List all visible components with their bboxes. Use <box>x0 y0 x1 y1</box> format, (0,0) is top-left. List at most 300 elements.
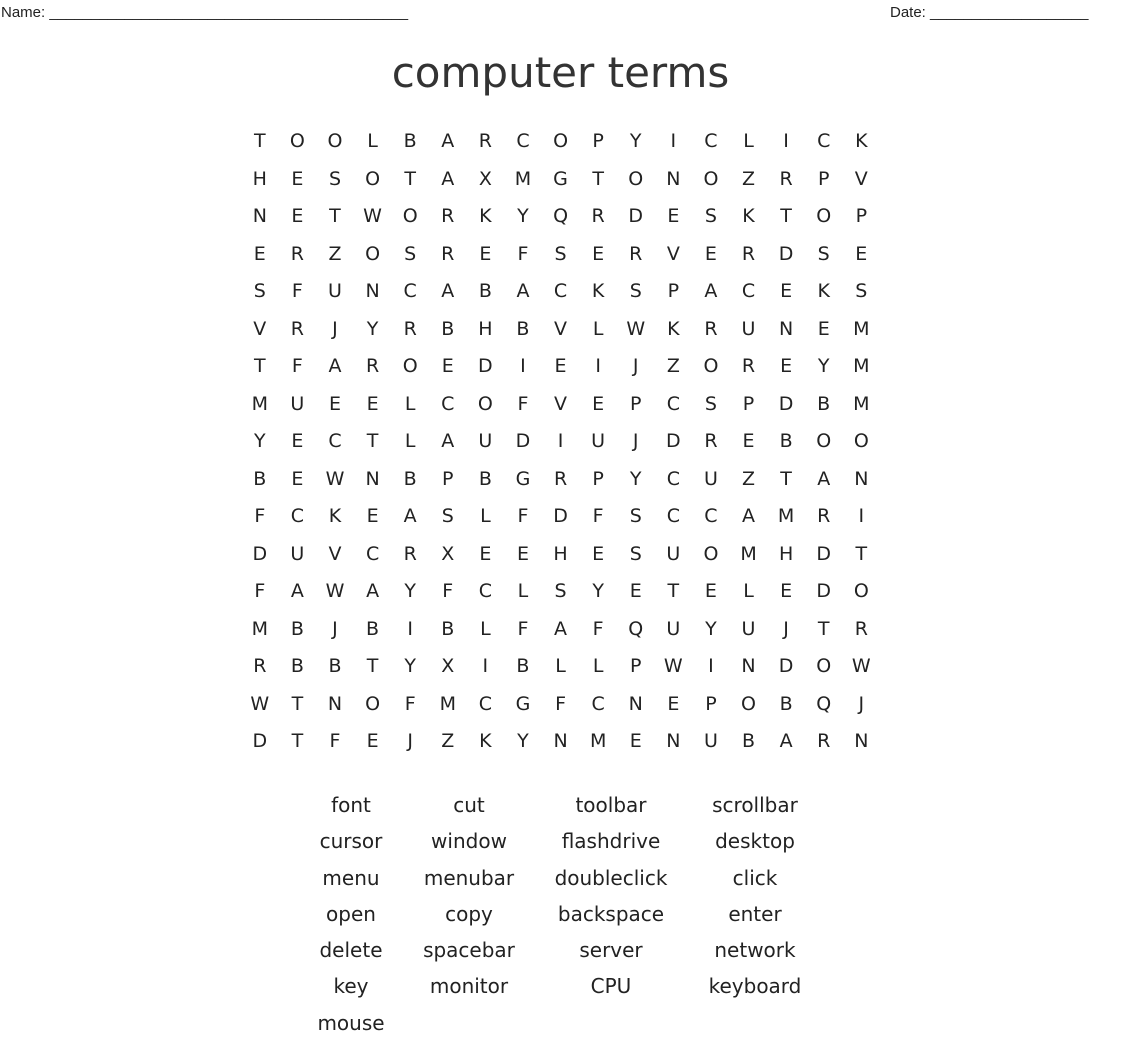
word-list-item: copy <box>445 901 493 926</box>
grid-cell: I <box>520 355 526 377</box>
word-list-item: doubleclick <box>554 865 668 890</box>
grid-cell: P <box>442 467 454 490</box>
grid-cell: F <box>404 692 416 715</box>
grid-cell: D <box>252 542 268 565</box>
grid-cell: G <box>515 692 531 715</box>
word-list-item: spacebar <box>423 938 515 963</box>
date-field: Date: ___________________ <box>890 4 1089 21</box>
grid-cell: L <box>592 655 604 677</box>
grid-cell: D <box>778 392 794 415</box>
grid-cell: N <box>553 730 568 752</box>
grid-cell: V <box>666 242 680 265</box>
grid-cell: Y <box>366 317 379 340</box>
grid-cell: K <box>855 130 868 152</box>
grid-cell: O <box>816 430 832 452</box>
word-list-item: key <box>333 974 369 999</box>
grid-cell: N <box>628 692 643 715</box>
grid-cell: T <box>667 580 680 602</box>
word-list-item: monitor <box>429 974 509 999</box>
word-list-item: delete <box>319 938 383 963</box>
grid-cell: C <box>666 467 680 490</box>
grid-cell: H <box>252 167 267 190</box>
word-list-item: CPU <box>590 974 632 999</box>
grid-row <box>241 348 881 386</box>
grid-cell: E <box>479 242 492 265</box>
grid-cell: E <box>366 730 379 752</box>
grid-cell: S <box>253 280 266 302</box>
grid-cell: K <box>817 280 830 302</box>
word-list-item: click <box>732 865 778 890</box>
grid-cell: R <box>253 655 267 677</box>
grid-cell: S <box>328 167 342 190</box>
grid-cell: U <box>666 542 681 565</box>
grid-cell: D <box>515 430 531 452</box>
grid-cell: F <box>254 505 266 527</box>
word-list-item: flashdrive <box>561 829 661 854</box>
grid-cell: E <box>366 505 379 527</box>
grid-cell: O <box>365 242 381 265</box>
grid-cell: T <box>329 205 341 227</box>
grid-cell: M <box>853 317 870 340</box>
grid-cell: L <box>517 580 529 602</box>
grid-cell: E <box>441 355 454 377</box>
grid-cell: E <box>629 580 642 602</box>
grid-cell: S <box>629 542 642 565</box>
grid-cell: Y <box>629 467 642 490</box>
grid-cell: Q <box>553 205 569 227</box>
grid-cell: C <box>704 130 718 152</box>
grid-cell: T <box>855 542 868 565</box>
grid-cell: L <box>404 430 416 452</box>
grid-cell: R <box>817 730 831 752</box>
grid-cell: F <box>329 730 341 752</box>
grid-cell: E <box>554 355 567 377</box>
grid-cell: Y <box>253 430 266 452</box>
grid-cell: N <box>854 730 869 752</box>
grid-cell: T <box>592 167 604 190</box>
grid-cell: E <box>592 542 605 565</box>
grid-cell: Z <box>441 730 455 752</box>
grid-cell: O <box>816 205 832 227</box>
word-list-item: open <box>326 901 376 926</box>
grid-cell: U <box>741 317 756 340</box>
grid-cell: M <box>853 355 870 377</box>
grid-cell: M <box>777 505 795 527</box>
grid-cell: C <box>741 280 756 302</box>
grid-cell: I <box>670 130 677 152</box>
grid-cell: R <box>365 355 380 377</box>
grid-cell: F <box>291 280 303 302</box>
grid-cell: O <box>365 692 381 715</box>
grid-cell: L <box>480 505 491 527</box>
grid-cell: O <box>628 167 644 190</box>
grid-cell: N <box>854 467 869 490</box>
grid-cell: E <box>704 242 717 265</box>
grid-cell: Z <box>328 242 342 265</box>
page-title: computer terms <box>391 48 730 97</box>
grid-cell: J <box>858 692 865 715</box>
grid-cell: A <box>403 505 417 527</box>
grid-cell: A <box>441 280 455 302</box>
grid-row <box>241 536 881 574</box>
grid-cell: S <box>855 280 868 302</box>
grid-cell: A <box>779 730 793 752</box>
grid-cell: S <box>629 505 642 527</box>
grid-cell: F <box>517 617 529 640</box>
grid-cell: Y <box>817 355 830 377</box>
grid-cell: U <box>703 467 718 490</box>
grid-cell: P <box>592 130 604 152</box>
grid-cell: Y <box>629 130 642 152</box>
grid-cell: B <box>328 655 342 677</box>
grid-cell: E <box>366 392 379 415</box>
grid-cell: R <box>290 242 304 265</box>
word-list-item: font <box>331 793 371 817</box>
grid-cell: U <box>290 392 305 415</box>
grid-cell: R <box>741 355 756 377</box>
grid-cell: R <box>441 242 455 265</box>
grid-cell: J <box>632 430 639 452</box>
grid-row <box>241 686 881 724</box>
grid-cell: R <box>704 317 718 340</box>
grid-cell: E <box>780 280 793 302</box>
grid-cell: N <box>365 280 380 302</box>
grid-cell: E <box>704 580 717 602</box>
word-list-item: server <box>579 938 643 963</box>
grid-cell: M <box>251 617 268 640</box>
grid-cell: V <box>854 167 868 190</box>
grid-cell: M <box>251 392 268 415</box>
grid-cell: B <box>290 617 304 640</box>
grid-cell: U <box>478 430 493 452</box>
grid-cell: E <box>667 692 680 715</box>
grid-cell: C <box>704 505 718 527</box>
grid-cell: F <box>442 580 454 602</box>
grid-cell: J <box>783 617 789 640</box>
grid-cell: J <box>332 617 338 640</box>
grid-cell: M <box>853 392 870 415</box>
grid-row <box>241 648 881 686</box>
grid-cell: P <box>855 205 868 227</box>
grid-row <box>241 573 881 611</box>
grid-cell: L <box>367 130 378 152</box>
grid-cell: E <box>328 392 341 415</box>
grid-cell: V <box>328 542 342 565</box>
word-list-item: network <box>714 938 796 963</box>
grid-cell: S <box>554 580 567 602</box>
grid-cell: R <box>403 542 417 565</box>
grid-cell: O <box>365 167 381 190</box>
grid-cell: G <box>515 467 531 490</box>
grid-row <box>241 198 881 236</box>
grid-cell: S <box>441 505 454 527</box>
grid-cell: R <box>741 242 756 265</box>
grid-row <box>241 123 881 161</box>
grid-cell: D <box>628 205 644 227</box>
grid-cell: A <box>441 167 455 190</box>
grid-cell: E <box>479 542 492 565</box>
grid-cell: U <box>703 730 718 752</box>
grid-cell: X <box>441 542 455 565</box>
grid-cell: V <box>554 392 568 415</box>
grid-cell: O <box>703 542 719 565</box>
grid-cell: B <box>441 617 455 640</box>
grid-row <box>241 161 881 199</box>
grid-cell: I <box>482 655 489 677</box>
grid-cell: U <box>290 542 305 565</box>
grid-cell: T <box>253 355 266 377</box>
grid-cell: C <box>328 430 342 452</box>
grid-cell: T <box>366 655 379 677</box>
grid-cell: N <box>741 655 756 677</box>
grid-cell: R <box>478 130 492 152</box>
grid-cell: O <box>327 130 343 152</box>
grid-cell: F <box>555 692 567 715</box>
grid-cell: B <box>441 317 455 340</box>
grid-cell: K <box>479 205 492 227</box>
grid-cell: R <box>779 167 793 190</box>
grid-cell: S <box>704 205 717 227</box>
grid-cell: C <box>591 692 605 715</box>
grid-cell: F <box>291 355 303 377</box>
grid-cell: E <box>780 355 793 377</box>
word-list-item: scrollbar <box>712 793 798 817</box>
grid-cell: Z <box>742 467 756 490</box>
grid-cell: I <box>858 505 865 527</box>
grid-cell: O <box>402 355 418 377</box>
grid-cell: D <box>666 430 681 452</box>
word-list-item: menu <box>322 865 380 890</box>
grid-cell: E <box>592 242 605 265</box>
grid-cell: X <box>478 167 492 190</box>
grid-cell: D <box>816 542 832 565</box>
grid-cell: L <box>555 655 566 677</box>
word-search-grid <box>241 123 881 761</box>
grid-cell: R <box>591 205 605 227</box>
word-list-item: cursor <box>319 829 383 854</box>
grid-cell: S <box>704 392 717 415</box>
grid-cell: R <box>704 430 718 452</box>
grid-cell: I <box>595 355 601 377</box>
grid-cell: E <box>817 317 830 340</box>
grid-cell: F <box>517 505 529 527</box>
grid-cell: O <box>703 167 719 190</box>
grid-cell: B <box>817 392 831 415</box>
grid-cell: K <box>591 280 605 302</box>
word-list-item: backspace <box>557 901 665 926</box>
grid-cell: A <box>516 280 530 302</box>
grid-cell: L <box>743 130 754 152</box>
grid-row <box>241 723 881 761</box>
grid-cell: W <box>325 467 345 490</box>
name-field: Name: ___________________________________________ <box>1 4 409 21</box>
grid-cell: B <box>403 467 417 490</box>
grid-cell: P <box>592 467 604 490</box>
grid-row <box>241 386 881 424</box>
grid-cell: D <box>778 655 794 677</box>
grid-cell: B <box>403 130 417 152</box>
grid-cell: C <box>666 392 680 415</box>
grid-row <box>241 498 881 536</box>
grid-cell: T <box>404 167 416 190</box>
grid-row <box>241 423 881 461</box>
grid-cell: U <box>591 430 606 452</box>
grid-cell: C <box>365 542 380 565</box>
grid-cell: E <box>742 430 755 452</box>
grid-cell: D <box>252 730 268 752</box>
grid-cell: Q <box>816 692 832 715</box>
grid-cell: K <box>742 205 755 227</box>
grid-cell: B <box>516 655 530 677</box>
grid-cell: K <box>667 317 680 340</box>
grid-cell: F <box>592 505 604 527</box>
grid-cell: M <box>439 692 456 715</box>
grid-cell: T <box>780 467 792 490</box>
grid-cell: C <box>516 130 530 152</box>
grid-row <box>241 611 881 649</box>
grid-cell: H <box>778 542 794 565</box>
grid-cell: C <box>403 280 417 302</box>
grid-cell: D <box>778 242 794 265</box>
grid-cell: K <box>328 505 342 527</box>
grid-cell: R <box>553 467 568 490</box>
grid-cell: V <box>253 317 267 340</box>
grid-cell: V <box>554 317 568 340</box>
grid-cell: I <box>407 617 413 640</box>
grid-cell: R <box>854 617 868 640</box>
grid-cell: Z <box>666 355 680 377</box>
grid-cell: F <box>254 580 266 602</box>
grid-cell: W <box>250 692 270 715</box>
grid-cell: I <box>783 130 789 152</box>
grid-cell: T <box>253 130 266 152</box>
grid-cell: U <box>328 280 342 302</box>
grid-cell: B <box>253 467 267 490</box>
grid-cell: B <box>290 655 304 677</box>
grid-cell: M <box>589 730 607 752</box>
grid-cell: R <box>817 505 831 527</box>
grid-cell: N <box>327 692 343 715</box>
grid-cell: W <box>363 205 382 227</box>
word-list-item: window <box>431 829 507 854</box>
grid-cell: E <box>291 430 304 452</box>
grid-cell: S <box>817 242 830 265</box>
grid-cell: O <box>853 430 869 452</box>
grid-cell: I <box>557 430 564 452</box>
grid-cell: C <box>290 505 305 527</box>
grid-cell: L <box>592 317 604 340</box>
grid-cell: O <box>477 392 493 415</box>
grid-cell: W <box>851 655 871 677</box>
grid-cell: E <box>291 205 304 227</box>
grid-cell: U <box>741 617 756 640</box>
grid-cell: E <box>592 392 605 415</box>
grid-cell: P <box>630 392 642 415</box>
grid-cell: P <box>667 280 680 302</box>
grid-cell: T <box>291 730 304 752</box>
grid-cell: E <box>291 467 304 490</box>
grid-cell: I <box>708 655 714 677</box>
grid-cell: S <box>554 242 567 265</box>
word-list-item: desktop <box>715 829 795 854</box>
grid-cell: E <box>253 242 266 265</box>
grid-row <box>241 311 881 349</box>
word-list-item: enter <box>728 901 782 926</box>
grid-cell: A <box>290 580 304 602</box>
grid-cell: Y <box>404 655 416 677</box>
grid-cell: N <box>365 467 380 490</box>
grid-cell: E <box>855 242 868 265</box>
grid-cell: J <box>632 355 639 377</box>
word-list-item: toolbar <box>575 793 647 817</box>
grid-cell: Y <box>517 730 529 752</box>
grid-cell: E <box>629 730 642 752</box>
grid-cell: E <box>516 542 529 565</box>
grid-cell: B <box>478 467 492 490</box>
grid-cell: L <box>480 617 491 640</box>
grid-cell: W <box>325 580 345 602</box>
grid-cell: O <box>853 580 869 602</box>
grid-cell: W <box>626 317 646 340</box>
grid-cell: X <box>441 655 455 677</box>
grid-cell: J <box>332 317 338 340</box>
grid-cell: H <box>478 317 493 340</box>
grid-row <box>241 273 881 311</box>
grid-cell: A <box>742 505 756 527</box>
grid-cell: J <box>407 730 413 752</box>
grid-cell: N <box>666 167 681 190</box>
grid-cell: O <box>741 692 756 715</box>
grid-cell: O <box>816 655 832 677</box>
grid-cell: S <box>629 280 642 302</box>
grid-cell: F <box>517 242 529 265</box>
grid-cell: C <box>478 692 492 715</box>
grid-cell: P <box>817 167 830 190</box>
grid-cell: S <box>404 242 417 265</box>
grid-cell: M <box>740 542 757 565</box>
grid-cell: E <box>291 167 304 190</box>
grid-cell: C <box>478 580 492 602</box>
grid-cell: P <box>705 692 717 715</box>
grid-row <box>241 461 881 499</box>
grid-cell: L <box>743 580 754 602</box>
grid-cell: M <box>514 167 532 190</box>
grid-cell: R <box>629 242 643 265</box>
grid-cell: P <box>630 655 642 677</box>
grid-cell: D <box>553 505 568 527</box>
grid-cell: C <box>553 280 568 302</box>
grid-cell: P <box>742 392 755 415</box>
grid-cell: C <box>441 392 455 415</box>
grid-cell: N <box>666 730 681 752</box>
grid-cell: R <box>290 317 304 340</box>
grid-cell: A <box>817 467 831 490</box>
grid-cell: Y <box>404 580 416 602</box>
grid-cell: O <box>289 130 305 152</box>
grid-cell: B <box>779 430 793 452</box>
grid-cell: F <box>592 617 604 640</box>
word-list-item: mouse <box>317 1010 385 1035</box>
grid-cell: Y <box>592 580 604 602</box>
word-list <box>290 787 830 1041</box>
grid-cell: B <box>516 317 530 340</box>
grid-cell: K <box>479 730 492 752</box>
grid-cell: D <box>816 580 832 602</box>
grid-cell: W <box>663 655 683 677</box>
grid-cell: R <box>441 205 455 227</box>
word-list-item: menubar <box>423 865 515 890</box>
grid-cell: E <box>667 205 680 227</box>
